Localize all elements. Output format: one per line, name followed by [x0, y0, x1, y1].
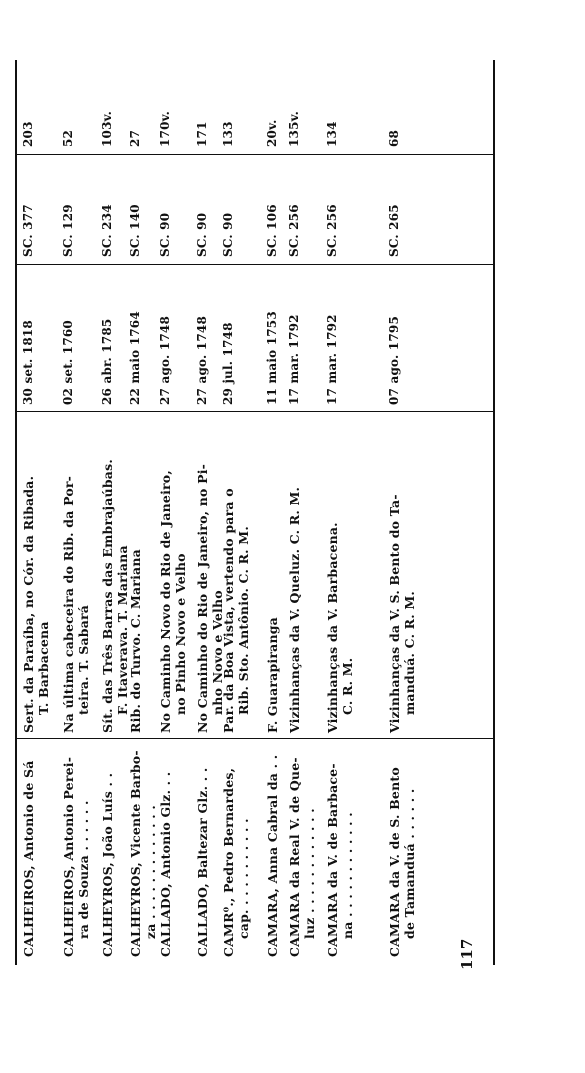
cell-place: Rib. do Turvo. C. Mariana [128, 549, 143, 733]
cell-date: 07 ago. 1795 [387, 316, 401, 405]
cell-folio: 133 [221, 121, 235, 147]
cell-place: teira. T. Sabará [76, 604, 91, 715]
cell-date: 27 ago. 1748 [158, 316, 172, 405]
cell-ref: SC. 90 [195, 212, 209, 257]
cell-ref: SC. 256 [287, 204, 301, 257]
col-sep-4 [15, 154, 493, 155]
cell-date: 11 maio 1753 [265, 311, 279, 405]
cell-name: CAMARA, Anna Cabral da . . [265, 754, 280, 957]
col-sep-1 [15, 738, 493, 739]
cell-folio: 103v. [100, 111, 114, 147]
rotated-register-table [15, 60, 515, 965]
cell-place: Sert. da Paraíba, no Cór. da Ribada. [21, 475, 36, 733]
cell-folio: 171 [195, 121, 209, 147]
cell-date: 29 jul. 1748 [221, 322, 235, 405]
cell-place: nho Novo e Velho [210, 590, 225, 715]
cell-place: C. R. M. [340, 657, 355, 715]
cell-ref: SC. 256 [325, 204, 339, 257]
cell-folio: 135v. [287, 111, 301, 147]
cell-place: no Pinho Novo e Velho [173, 553, 188, 715]
cell-date: 26 abr. 1785 [100, 318, 114, 405]
cell-name: ra de Souza . . . . . . [76, 800, 91, 939]
cell-date: 22 maio 1764 [128, 311, 142, 405]
cell-folio: 52 [61, 129, 75, 147]
cell-place: Vizinhanças da V. S. Bento do Ta- [387, 494, 402, 733]
cell-folio: 170v. [158, 111, 172, 147]
cell-name: CALHEYROS, Vicente Barbo- [128, 750, 143, 957]
cell-ref: SC. 106 [265, 204, 279, 257]
cell-name: za . . . . . . . . . . . . . [143, 805, 158, 939]
cell-name: CALLADO, Baltezar Glz. . . [195, 767, 210, 957]
cell-date: 17 mar. 1792 [287, 314, 301, 405]
col-sep-2 [15, 411, 493, 412]
col-sep-3 [15, 264, 493, 265]
cell-folio: 134 [325, 121, 339, 147]
cell-place: Rib. Sto. Antônio. C. R. M. [236, 526, 251, 715]
cell-name: CALHEIROS, Antonio Perei- [61, 756, 76, 957]
cell-place: Sít. das Três Barras das Embrajaúbas. [100, 459, 115, 733]
cell-place: manduá. C. R. M. [402, 591, 417, 715]
page-number: 117 [458, 938, 476, 970]
cell-place: No Caminho Novo do Rio de Janeiro, [158, 470, 173, 733]
cell-place: Vizinhanças da V. Queluz. C. R. M. [287, 486, 302, 733]
cell-name: CALHEYROS, João Luís . . [100, 772, 115, 957]
cell-date: 30 set. 1818 [21, 320, 35, 405]
cell-name: luz . . . . . . . . . . . . [302, 808, 317, 939]
cell-ref: SC. 377 [21, 204, 35, 257]
cell-place: Vizinhanças da V. Barbacena. [325, 522, 340, 733]
cell-place: No Caminho do Rio de Janeiro, no Pi- [195, 463, 210, 733]
cell-place: F. Guarapiranga [265, 617, 280, 733]
cell-folio: 68 [387, 129, 401, 147]
cell-place: Par. da Boa Vista, vertendo para o [221, 488, 236, 733]
cell-folio: 20v. [265, 119, 279, 147]
cell-folio: 27 [128, 129, 142, 147]
cell-ref: SC. 90 [221, 212, 235, 257]
cell-name: na . . . . . . . . . . . . [340, 812, 355, 939]
cell-ref: SC. 234 [100, 204, 114, 257]
cell-place: T. Barbacena [36, 621, 51, 715]
cell-name: CAMARA da V. de Barbace- [325, 763, 340, 957]
cell-ref: SC. 140 [128, 204, 142, 257]
cell-name: CALLADO, Antonio Glz. . . [158, 771, 173, 957]
cell-name: CAMR⁰., Pedro Bernardes, [221, 767, 236, 957]
cell-date: 02 set. 1760 [61, 320, 75, 405]
cell-name: de Tamanduá . . . . . . [402, 788, 417, 939]
cell-place: F. Itaverava. T. Mariana [115, 545, 130, 715]
cell-place: Na última cabeceira do Rib. da Por- [61, 475, 76, 733]
cell-name: CAMARA da Real V. de Que- [287, 757, 302, 957]
cell-ref: SC. 90 [158, 212, 172, 257]
table-top-rule [15, 60, 17, 965]
cell-folio: 203 [21, 121, 35, 147]
cell-ref: SC. 265 [387, 204, 401, 257]
table-bottom-rule [493, 60, 495, 965]
cell-ref: SC. 129 [61, 204, 75, 257]
cell-name: CAMARA da V. de S. Bento [387, 767, 402, 957]
cell-date: 27 ago. 1748 [195, 316, 209, 405]
cell-name: cap. . . . . . . . . . . [236, 818, 251, 939]
cell-date: 17 mar. 1792 [325, 314, 339, 405]
cell-name: CALHEIROS, Antonio de Sá [21, 760, 36, 957]
